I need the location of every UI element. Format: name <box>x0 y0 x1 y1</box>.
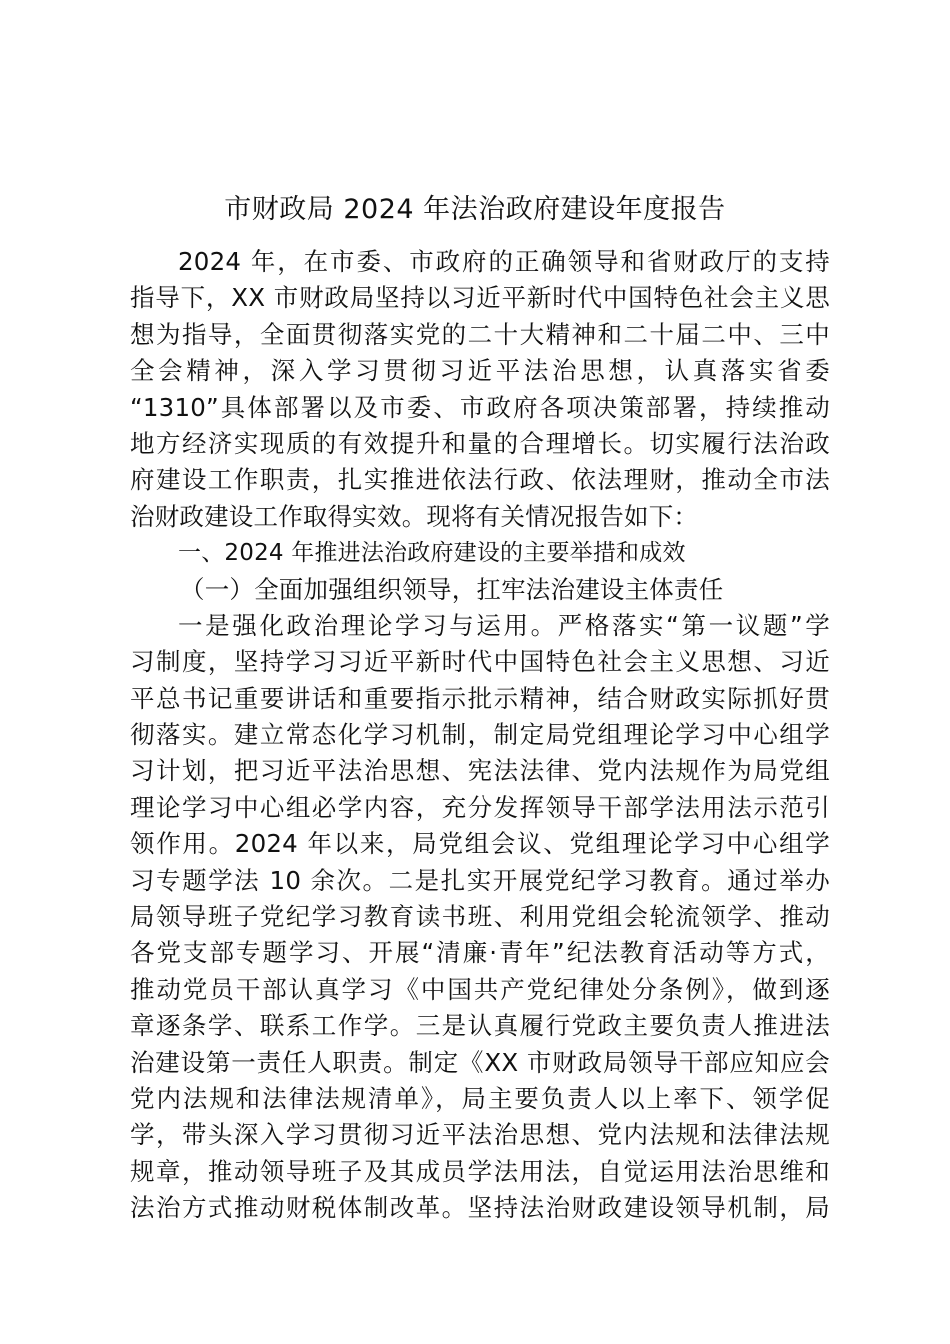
section-heading: 一、2024 年推进法治政府建设的主要举措和成效 <box>178 540 686 567</box>
paragraph-line: 习制度，坚持学习习近平新时代中国特色社会主义思想、习近 <box>130 647 830 677</box>
paragraph-line: 党内法规和法律法规清单》，局主要负责人以上率下、领学促 <box>130 1083 830 1113</box>
paragraph-line: 理论学习中心组必学内容，充分发挥领导干部学法用法示范引 <box>130 792 830 822</box>
paragraph-line: 习专题学法 10 余次。二是扎实开展党纪学习教育。通过举办 <box>130 865 830 895</box>
paragraph-line: 章逐条学、联系工作学。三是认真履行党政主要负责人推进法 <box>130 1011 830 1041</box>
paragraph-line: 地方经济实现质的有效提升和量的合理增长。切实履行法治政 <box>130 428 830 458</box>
paragraph-line: 指导下，XX 市财政局坚持以习近平新时代中国特色社会主义思 <box>130 283 830 313</box>
paragraph-line: 各党支部专题学习、开展“清廉·青年”纪法教育活动等方式， <box>130 938 830 968</box>
paragraph-line: 习计划，把习近平法治思想、宪法法律、党内法规作为局党组 <box>130 756 830 786</box>
paragraph-line: 法治方式推动财税体制改革。坚持法治财政建设领导机制，局 <box>130 1193 830 1223</box>
paragraph-line: 想为指导，全面贯彻落实党的二十大精神和二十届二中、三中 <box>130 319 830 349</box>
subsection-heading: （一）全面加强组织领导，扛牢法治建设主体责任 <box>180 574 724 604</box>
paragraph-line: 治建设第一责任人职责。制定《XX 市财政局领导干部应知应会 <box>130 1047 830 1077</box>
paragraph-line: 治财政建设工作取得实效。现将有关情况报告如下： <box>130 501 699 531</box>
paragraph-line: “1310”具体部署以及市委、市政府各项决策部署，持续推动 <box>130 392 830 422</box>
paragraph-line: 规章，推动领导班子及其成员学法用法，自觉运用法治思维和 <box>130 1156 830 1186</box>
document-body <box>130 244 830 1227</box>
paragraph-line: 2024 年，在市委、市政府的正确领导和省财政厅的支持 <box>178 247 830 276</box>
paragraph-line: 一是强化政治理论学习与运用。严格落实“第一议题”学 <box>178 610 830 640</box>
paragraph-line: 局领导班子党纪学习教育读书班、利用党组会轮流领学、推动 <box>130 902 830 932</box>
paragraph-line: 府建设工作职责，扎实推进依法行政、依法理财，推动全市法 <box>130 465 830 495</box>
paragraph-line: 平总书记重要讲话和重要指示批示精神，结合财政实际抓好贯 <box>130 683 830 713</box>
document-title: 市财政局 2024 年法治政府建设年度报告 <box>224 194 726 225</box>
paragraph-line: 推动党员干部认真学习《中国共产党纪律处分条例》，做到逐 <box>130 974 830 1004</box>
paragraph-line: 领作用。2024 年以来，局党组会议、党组理论学习中心组学 <box>130 829 830 859</box>
paragraph-line: 学，带头深入学习贯彻习近平法治思想、党内法规和法律法规 <box>130 1120 830 1150</box>
paragraph-line: 全会精神，深入学习贯彻习近平法治思想，认真落实省委 <box>130 356 830 386</box>
paragraph-line: 彻落实。建立常态化学习机制，制定局党组理论学习中心组学 <box>130 720 830 750</box>
